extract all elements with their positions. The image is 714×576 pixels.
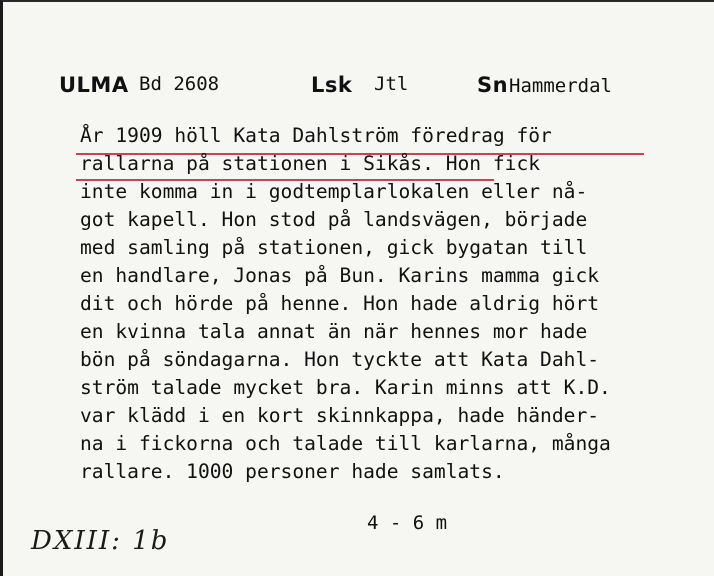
text-line: en handlare, Jonas på Bun. Karins mamma gick [80,264,600,287]
text-line: rallarna på stationen i Sikås. Hon fick [80,152,541,175]
text-line: rallare. 1000 personer hade samlats. [80,460,505,483]
parish-value: Hammerdal [509,75,612,97]
text-line: År 1909 höll Kata Dahlström föredrag för [80,124,552,147]
card-header [59,70,679,104]
text-line: bön på söndagarna. Hon tyckte att Kata Dahl- [80,348,600,371]
province-value: Jtl [374,73,409,95]
province-label: Lsk [311,73,353,97]
parish-label: Sn [477,73,509,97]
archive-label: ULMA [59,73,129,97]
text-line: med samling på stationen, gick bygatan till [80,236,588,259]
text-line: na i fickorna och talade till karlarna, många [80,432,611,455]
text-line: got kapell. Hon stod på landsvägen, började [80,208,588,231]
text-line: ström talade mycket bra. Karin minns att K.D. [80,376,611,399]
handwritten-classification: DXIII: 1b [31,526,170,556]
card-body-text [80,122,710,486]
text-line: en kvinna tala annat än när hennes mor hade [80,320,588,343]
volume-number: Bd 2608 [139,73,220,95]
text-line: inte komma in i godtemplarlokalen eller nå- [80,180,588,203]
text-line: var klädd i en kort skinnkappa, hade händer- [80,404,600,427]
page-range: 4 - 6 m [367,512,448,534]
text-line: dit och hörde på henne. Hon hade aldrig hört [80,292,600,315]
